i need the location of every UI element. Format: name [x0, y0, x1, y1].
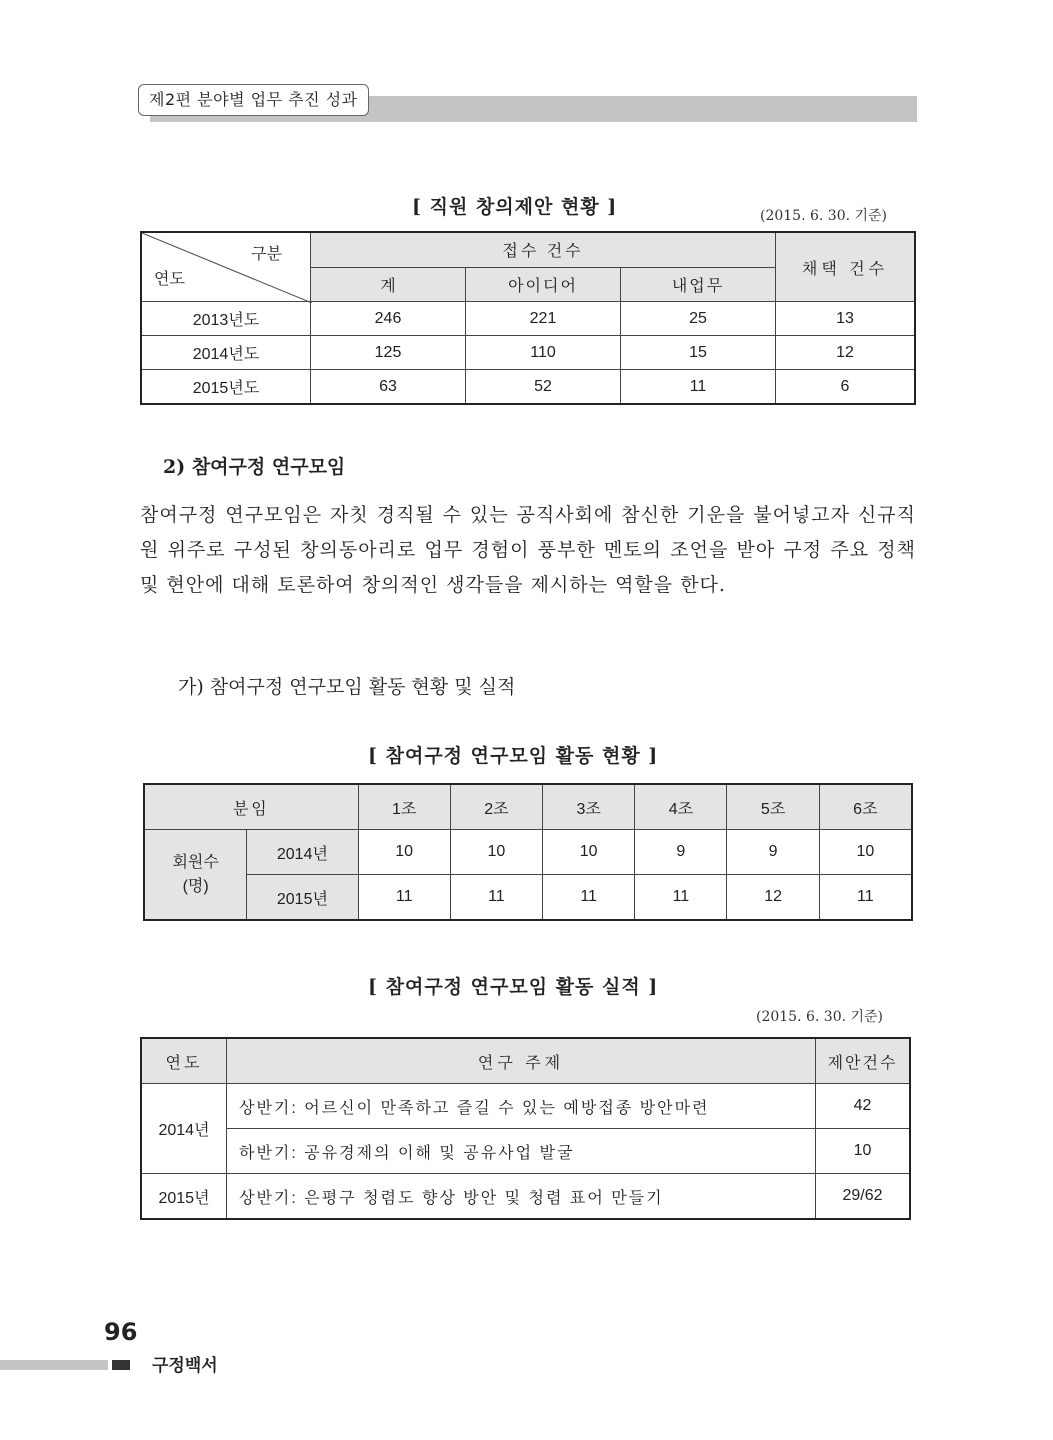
- year-cell: 2013년도: [141, 302, 311, 336]
- book-title: 구정백서: [152, 1356, 218, 1376]
- topic-cell: 상반기: 어르신이 만족하고 즐길 수 있는 예방접종 방안마련: [227, 1084, 816, 1129]
- activity-results-table: [140, 1037, 911, 1220]
- section-title: 2) 참여구정 연구모임: [163, 456, 346, 478]
- table1-basis: (2015. 6. 30. 기준): [760, 208, 888, 224]
- value-cell: 9: [635, 830, 727, 875]
- group-header: 1조: [358, 784, 450, 830]
- page-number: 96: [104, 1318, 138, 1346]
- table3-basis: (2015. 6. 30. 기준): [756, 1009, 884, 1025]
- count-cell: 29/62: [816, 1174, 911, 1220]
- total-cell: 246: [311, 302, 466, 336]
- year-header: 연도: [141, 1038, 227, 1084]
- year-cell: 2015년도: [141, 370, 311, 405]
- value-cell: 11: [543, 875, 635, 921]
- adopted-header: 채택 건수: [776, 232, 916, 302]
- table-row: [141, 1084, 910, 1129]
- table-row: [141, 302, 915, 336]
- total-cell: 125: [311, 336, 466, 370]
- value-cell: 11: [819, 875, 912, 921]
- adopted-cell: 6: [776, 370, 916, 405]
- value-cell: 12: [727, 875, 819, 921]
- adopted-cell: 13: [776, 302, 916, 336]
- idea-cell: 221: [466, 302, 621, 336]
- col-total: 계: [311, 267, 466, 302]
- group-header: 2조: [450, 784, 542, 830]
- adopted-cell: 12: [776, 336, 916, 370]
- group-header: 3조: [543, 784, 635, 830]
- mywork-cell: 25: [621, 302, 776, 336]
- group-header: 4조: [635, 784, 727, 830]
- count-cell: 42: [816, 1084, 911, 1129]
- section-tab: 제2편 분야별 업무 추진 성과: [138, 84, 369, 116]
- mywork-cell: 15: [621, 336, 776, 370]
- value-cell: 10: [819, 830, 912, 875]
- table-row: [144, 875, 912, 921]
- topic-cell: 상반기: 은평구 청렴도 향상 방안 및 청렴 표어 만들기: [227, 1174, 816, 1220]
- year-cell: 2015년: [247, 875, 358, 921]
- year-cell: 2015년: [141, 1174, 227, 1220]
- table1-caption: [ 직원 창의제안 현황 ]: [412, 196, 618, 218]
- corner-header: 분임: [144, 784, 358, 830]
- total-cell: 63: [311, 370, 466, 405]
- count-cell: 10: [816, 1129, 911, 1174]
- footer-bar: [0, 1360, 108, 1370]
- footer-marker: [112, 1360, 130, 1370]
- value-cell: 10: [450, 830, 542, 875]
- count-header: 제안건수: [816, 1038, 911, 1084]
- proposal-table: [140, 231, 916, 405]
- diag-top-label: 구분: [251, 246, 282, 263]
- received-header: 접수 건수: [311, 232, 776, 267]
- topic-header: 연구 주제: [227, 1038, 816, 1084]
- col-idea: 아이디어: [466, 267, 621, 302]
- members-header: 회원수 (명): [144, 830, 247, 921]
- value-cell: 11: [635, 875, 727, 921]
- col-mywork: 내업무: [621, 267, 776, 302]
- table-row: [141, 1129, 910, 1174]
- topic-cell: 하반기: 공유경제의 이해 및 공유사업 발굴: [227, 1129, 816, 1174]
- table-row: [141, 1174, 910, 1220]
- section-paragraph: 참여구정 연구모임은 자칫 경직될 수 있는 공직사회에 참신한 기운을 불어넣고자 신규직원 위주로 구성된 창의동아리로 업무 경험이 풍부한 멘토의 조언을 받아 구정 주요 정책 및 현안에 대해 토론하여 창의적인 생각들을 제시하는 역할을 한다.: [140, 504, 916, 596]
- value-cell: 9: [727, 830, 819, 875]
- year-cell: 2014년: [141, 1084, 227, 1174]
- group-header: 6조: [819, 784, 912, 830]
- year-cell: 2014년도: [141, 336, 311, 370]
- group-header: 5조: [727, 784, 819, 830]
- mywork-cell: 11: [621, 370, 776, 405]
- table-row: [141, 370, 915, 405]
- idea-cell: 52: [466, 370, 621, 405]
- diag-header: [141, 232, 311, 302]
- table-row: [141, 336, 915, 370]
- table3-caption: [ 참여구정 연구모임 활동 실적 ]: [368, 976, 659, 998]
- value-cell: 11: [358, 875, 450, 921]
- subsection-title: 가) 참여구정 연구모임 활동 현황 및 실적: [178, 676, 516, 698]
- value-cell: 10: [543, 830, 635, 875]
- activity-status-table: [143, 783, 913, 921]
- value-cell: 11: [450, 875, 542, 921]
- table-row: [144, 830, 912, 875]
- table2-caption: [ 참여구정 연구모임 활동 현황 ]: [368, 745, 659, 767]
- idea-cell: 110: [466, 336, 621, 370]
- value-cell: 10: [358, 830, 450, 875]
- diag-bottom-label: 연도: [154, 271, 185, 288]
- year-cell: 2014년: [247, 830, 358, 875]
